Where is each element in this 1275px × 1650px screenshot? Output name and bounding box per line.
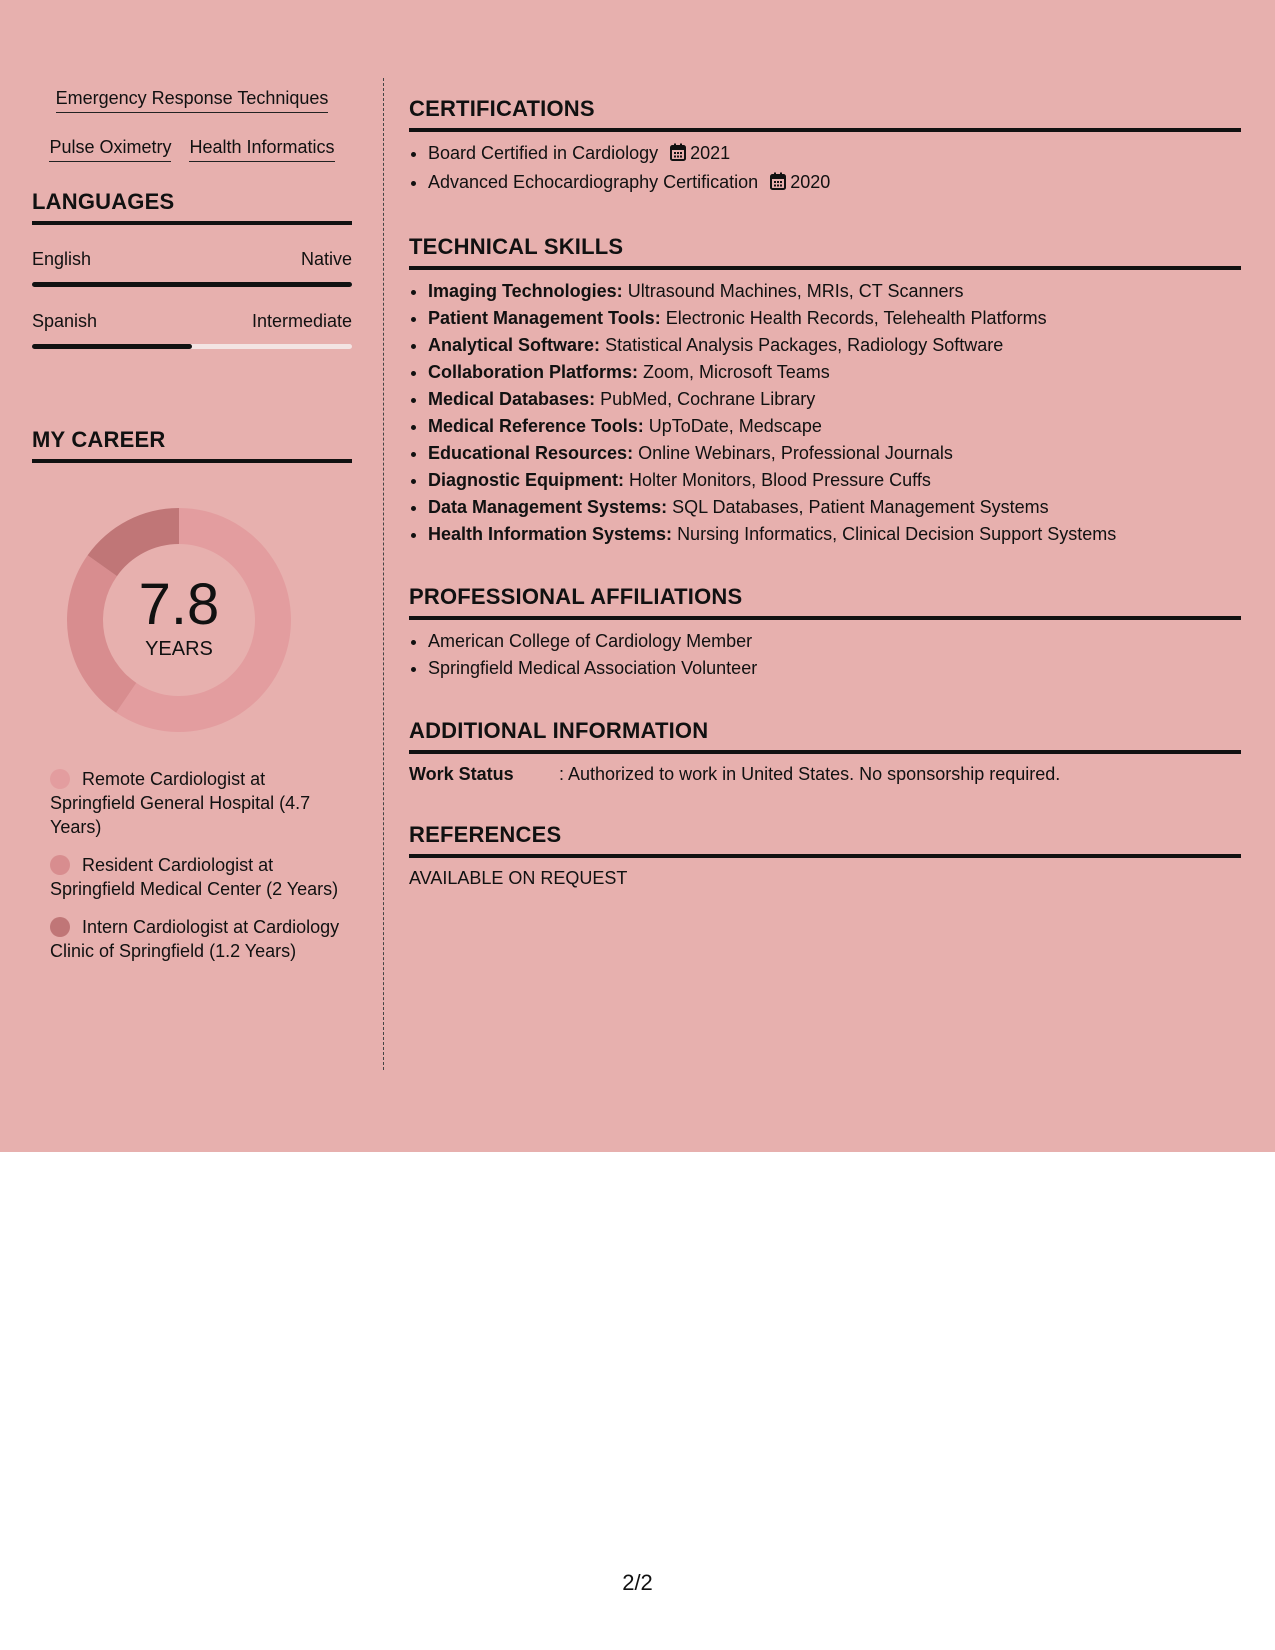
certification-year: 2020: [790, 172, 831, 192]
legend-dot-icon: [50, 917, 70, 937]
career-role-label: Resident Cardiologist at Springfield Medical Center (2 Years): [50, 855, 339, 899]
career-legend-item: [50, 915, 340, 963]
legend-dot-icon: [50, 769, 70, 789]
skill-item: [428, 359, 1241, 386]
skill-value: SQL Databases, Patient Management Systems: [672, 497, 1049, 517]
additional-info-heading: ADDITIONAL INFORMATION: [409, 700, 1241, 754]
skill-label: Collaboration Platforms:: [428, 362, 639, 382]
language-proficiency-fill: [32, 282, 352, 287]
skill-tag: Pulse Oximetry: [49, 137, 171, 162]
references-section: [409, 804, 1241, 890]
page-number: 2/2: [622, 1570, 653, 1595]
skill-label: Health Information Systems:: [428, 524, 673, 544]
skill-label: Analytical Software:: [428, 335, 601, 355]
skill-value: Statistical Analysis Packages, Radiology Software: [605, 335, 1004, 355]
language-name: English: [32, 249, 92, 269]
donut-center: [66, 507, 292, 733]
skill-label: Educational Resources:: [428, 443, 634, 463]
skill-item: [428, 332, 1241, 359]
skill-label: Diagnostic Equipment:: [428, 470, 625, 490]
work-status-label: Work Status: [409, 764, 514, 784]
language-name: Spanish: [32, 311, 98, 331]
skill-item: [428, 440, 1241, 467]
references-heading: REFERENCES: [409, 804, 1241, 858]
career-heading: MY CAREER: [32, 427, 352, 463]
skill-label: Imaging Technologies:: [428, 281, 623, 301]
additional-info-section: [409, 700, 1241, 786]
career-total-unit: YEARS: [145, 637, 213, 660]
skill-label: Patient Management Tools:: [428, 308, 661, 328]
career-role-label: Remote Cardiologist at Springfield General Hospital (4.7 Years): [50, 769, 311, 837]
skill-value: Zoom, Microsoft Teams: [643, 362, 830, 382]
skill-value: Electronic Health Records, Telehealth Platforms: [665, 308, 1047, 328]
skill-value: PubMed, Cochrane Library: [600, 389, 816, 409]
references-text: AVAILABLE ON REQUEST: [409, 868, 628, 888]
certifications-heading: CERTIFICATIONS: [409, 78, 1241, 132]
skill-value: Nursing Informatics, Clinical Decision Support Systems: [677, 524, 1117, 544]
language-proficiency-bar: [32, 344, 352, 349]
right-column: [409, 78, 1241, 908]
affiliation-item: • American College of Cardiology Member: [428, 628, 1241, 655]
skill-item: [428, 305, 1241, 332]
language-level: Intermediate: [251, 311, 352, 331]
career-legend: [50, 767, 340, 963]
technical-skills-heading: TECHNICAL SKILLS: [409, 216, 1241, 270]
skill-tag: Health Informatics: [189, 137, 334, 162]
calendar-icon: [770, 171, 786, 198]
certifications-section: [409, 78, 1241, 198]
skill-tags-row: [32, 137, 352, 162]
skill-value: Holter Monitors, Blood Pressure Cuffs: [629, 470, 931, 490]
calendar-icon: [670, 142, 686, 169]
left-column: [32, 78, 352, 977]
skill-item: [428, 467, 1241, 494]
skill-item: [428, 494, 1241, 521]
skill-label: Medical Reference Tools:: [428, 416, 644, 436]
career-legend-item: [50, 853, 340, 901]
work-status-row: [409, 762, 1241, 786]
work-status-value: : Authorized to work in United States. No sponsorship required.: [559, 764, 1061, 784]
career-donut-chart: [66, 507, 292, 733]
language-proficiency-bar: [32, 282, 352, 287]
career-legend-item: [50, 767, 340, 839]
skill-item: [428, 386, 1241, 413]
languages-heading: LANGUAGES: [32, 189, 352, 225]
language-proficiency-fill: [32, 344, 192, 349]
certification-item: [428, 140, 1241, 169]
language-item: [32, 249, 352, 287]
career-role-label: Intern Cardiologist at Cardiology Clinic of Springfield (1.2 Years): [50, 917, 340, 961]
certification-year: 2021: [690, 143, 731, 163]
skill-item: [428, 521, 1241, 548]
skill-value: UpToDate, Medscape: [648, 416, 822, 436]
affiliation-item: • Springfield Medical Association Volunteer: [428, 655, 1241, 682]
affiliations-heading: PROFESSIONAL AFFILIATIONS: [409, 566, 1241, 620]
skill-value: Ultrasound Machines, MRIs, CT Scanners: [627, 281, 964, 301]
legend-dot-icon: [50, 855, 70, 875]
language-item: [32, 311, 352, 349]
certification-name: Board Certified in Cardiology: [428, 143, 659, 163]
skill-value: Online Webinars, Professional Journals: [638, 443, 953, 463]
language-level: Native: [300, 249, 352, 269]
skill-label: Data Management Systems:: [428, 497, 668, 517]
certification-item: [428, 169, 1241, 198]
skill-label: Medical Databases:: [428, 389, 596, 409]
skill-tag: Emergency Response Techniques: [56, 88, 329, 113]
skill-item: [428, 413, 1241, 440]
certification-name: Advanced Echocardiography Certification: [428, 172, 759, 192]
skill-tags-row: [32, 88, 352, 113]
affiliations-section: [409, 566, 1241, 682]
technical-skills-section: [409, 216, 1241, 548]
career-total-years: 7.8: [138, 571, 220, 637]
column-divider: [383, 78, 384, 1070]
skill-item: [428, 278, 1241, 305]
